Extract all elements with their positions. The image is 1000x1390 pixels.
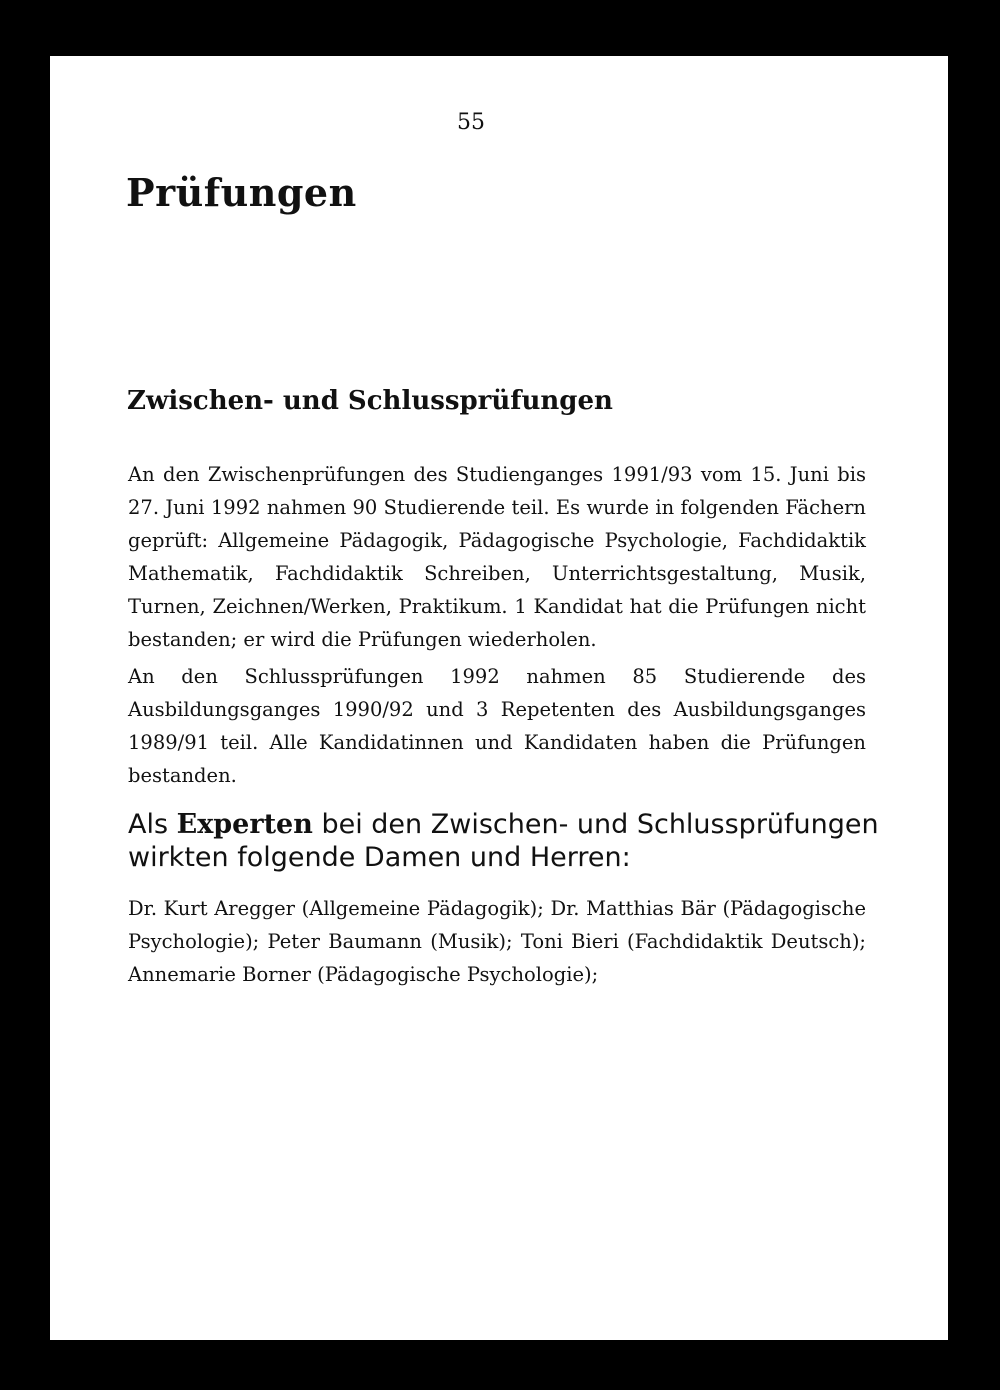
section-title: Zwischen- und Schlussprüfungen	[127, 386, 613, 416]
page-number: 55	[457, 110, 485, 135]
paragraph-final-exams: An den Schlussprüfungen 1992 nahmen 85 Studierende des Ausbildungsganges 1990/92 und 3 Repetenten des Ausbildungsganges 1989/91 teil. Alle Kandidatinnen und Kandidaten haben die Prüfungen bestanden.	[128, 665, 866, 787]
experts-heading-bold: Experten	[176, 809, 313, 840]
paragraph-intermediate-exams: An den Zwischenprüfungen des Studienganges 1991/93 vom 15. Juni bis 27. Juni 1992 nahmen 90 Studierende teil. Es wurde in folgenden Fächern geprüft: Allgemeine Pädagogik, Pädagogische Psychologie, Fachdidaktik Mathematik, Fachdidaktik Schreiben, Unterrichtsgestaltung, Musik, Turnen, Zeichnen/Werken, Praktikum. 1 Kandidat hat die Prüfungen nicht bestanden; er wird die Prüfungen wiederholen.	[128, 463, 866, 651]
experts-list: Dr. Kurt Aregger (Allgemeine Pädagogik); Dr. Matthias Bär (Pädagogische Psychologie); Peter Baumann (Musik); Toni Bieri (Fachdidaktik Deutsch); Annemarie Borner (Pädagogische Psychologie);	[128, 897, 866, 986]
experts-heading	[128, 808, 888, 874]
page-title: Prüfungen	[126, 170, 357, 215]
experts-heading-suffix: bei den Zwischen- und Schlussprüfungen wirkten folgende Damen und Herren:	[128, 809, 879, 873]
experts-heading-prefix: Als	[128, 809, 177, 840]
document-page	[50, 56, 948, 1340]
